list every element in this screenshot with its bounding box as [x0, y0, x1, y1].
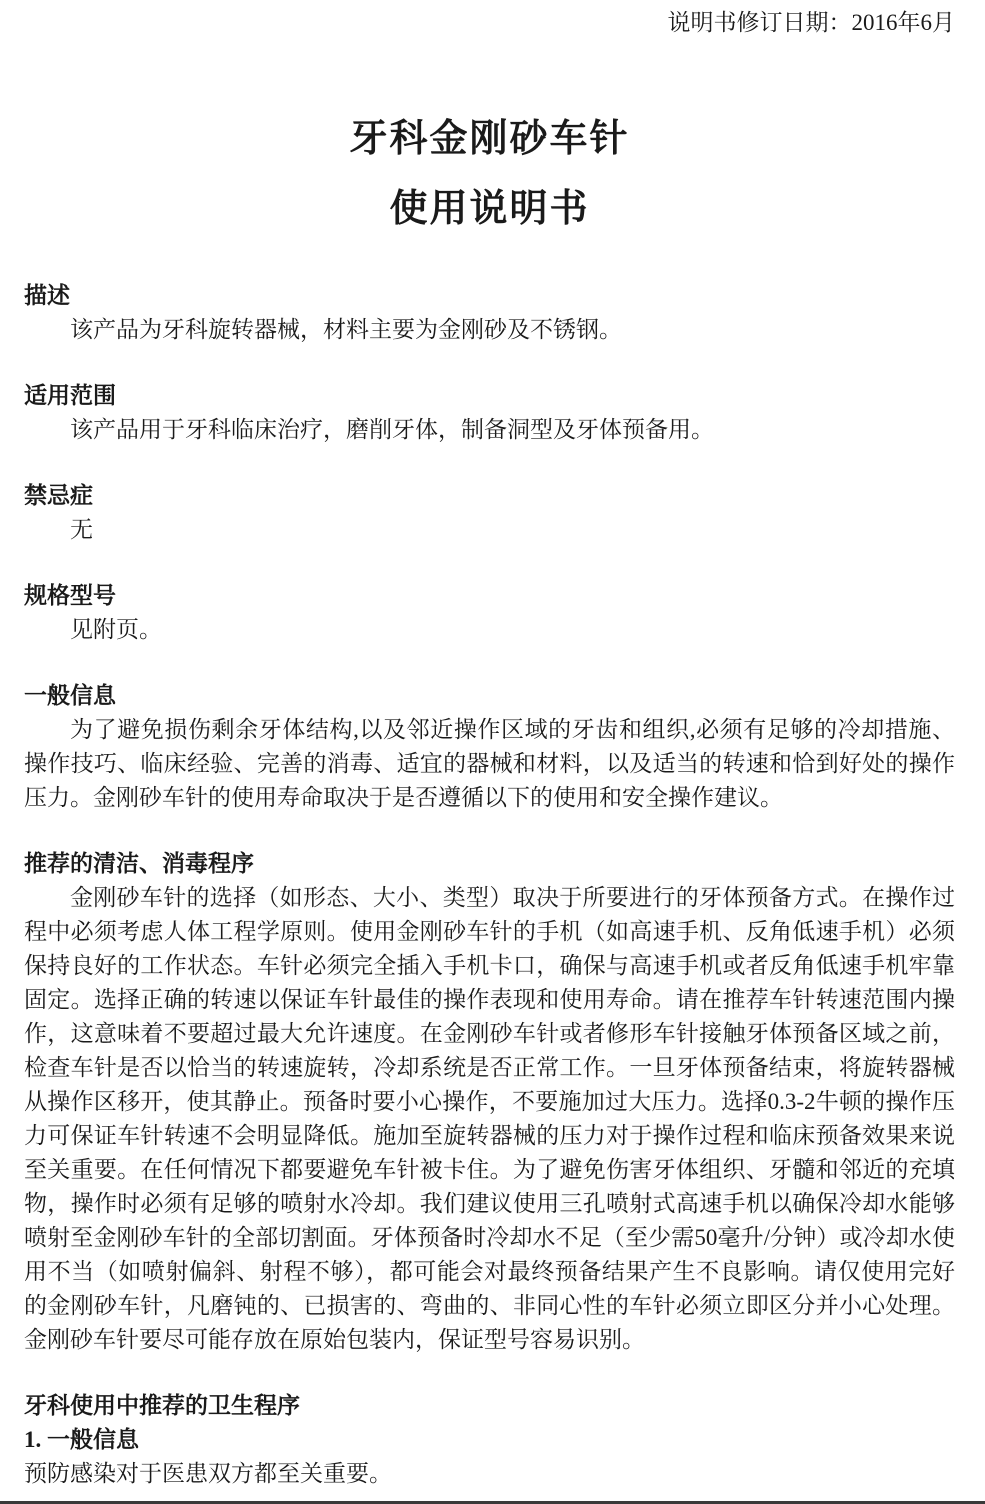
- section-hygiene-body: 预防感染对于医患双方都至关重要。: [24, 1461, 392, 1486]
- revision-date: 说明书修订日期：2016年6月: [667, 10, 955, 35]
- section-description-body: 该产品为牙科旋转器械，材料主要为金刚砂及不锈钢。: [70, 317, 622, 342]
- section-contraindications-heading: 禁忌症: [24, 483, 93, 508]
- section-contraindications-body: 无: [70, 517, 93, 542]
- section-scope: [24, 379, 955, 447]
- section-scope-heading: 适用范围: [24, 383, 116, 408]
- section-general-info-heading: 一般信息: [24, 683, 116, 708]
- section-contraindications: [24, 479, 955, 547]
- section-specifications-body: 见附页。: [70, 617, 162, 642]
- section-cleaning-disinfection-body: 金刚砂车针的选择（如形态、大小、类型）取决于所要进行的牙体预备方式。在操作过程中必须考虑人体工程学原则。使用金刚砂车针的手机（如高速手机、反角低速手机）必须保持良好的工作状态。车针必须完全插入手机卡口，确保与高速手机或者反角低速手机牢靠固定。选择正确的转速以保证车针最佳的操作表现和使用寿命。请在推荐车针转速范围内操作，这意味着不要超过最大允许速度。在金刚砂车针或者修形车针接触牙体预备区域之前，检查车针是否以恰当的转速旋转，冷却系统是否正常工作。一旦牙体预备结束，将旋转器械从操作区移开，使其静止。预备时要小心操作，不要施加过大压力。选择0.3-2牛顿的操作压力可保证车针转速不会明显降低。施加至旋转器械的压力对于操作过程和临床预备效果来说至关重要。在任何情况下都要避免车针被卡住。为了避免伤害牙体组织、牙髓和邻近的充填物，操作时必须有足够的喷射水冷却。我们建议使用三孔喷射式高速手机以确保冷却水能够喷射至金刚砂车针的全部切割面。牙体预备时冷却水不足（至少需50毫升/分钟）或冷却水使用不当（如喷射偏斜、射程不够），都可能会对最终预备结果产生不良影响。请仅使用完好的金刚砂车针，凡磨钝的、已损害的、弯曲的、非同心性的车针必须立即区分并小心处理。金刚砂车针要尽可能存放在原始包装内，保证型号容易识别。: [24, 885, 955, 1352]
- section-description-heading: 描述: [24, 283, 70, 308]
- section-general-info-body: 为了避免损伤剩余牙体结构,以及邻近操作区域的牙齿和组织,必须有足够的冷却措施、操作技巧、临床经验、完善的消毒、适宜的器械和材料，以及适当的转速和恰到好处的操作压力。金刚砂车针的使用寿命取决于是否遵循以下的使用和安全操作建议。: [24, 717, 955, 810]
- section-hygiene-heading: 牙科使用中推荐的卫生程序: [24, 1393, 300, 1418]
- document-subtitle: 使用说明书: [389, 188, 590, 230]
- section-description: [24, 279, 955, 347]
- section-cleaning-disinfection-heading: 推荐的清洁、消毒程序: [24, 851, 254, 876]
- section-general-info: [24, 679, 955, 815]
- section-hygiene-procedures: [24, 1389, 955, 1491]
- section-hygiene-sub-heading: 1. 一般信息: [24, 1427, 139, 1452]
- section-specifications-heading: 规格型号: [24, 583, 116, 608]
- document-title: 牙科金刚砂车针: [349, 118, 630, 160]
- section-scope-body: 该产品用于牙科临床治疗，磨削牙体，制备洞型及牙体预备用。: [70, 417, 714, 442]
- section-cleaning-disinfection: [24, 847, 955, 1357]
- section-specifications: [24, 579, 955, 647]
